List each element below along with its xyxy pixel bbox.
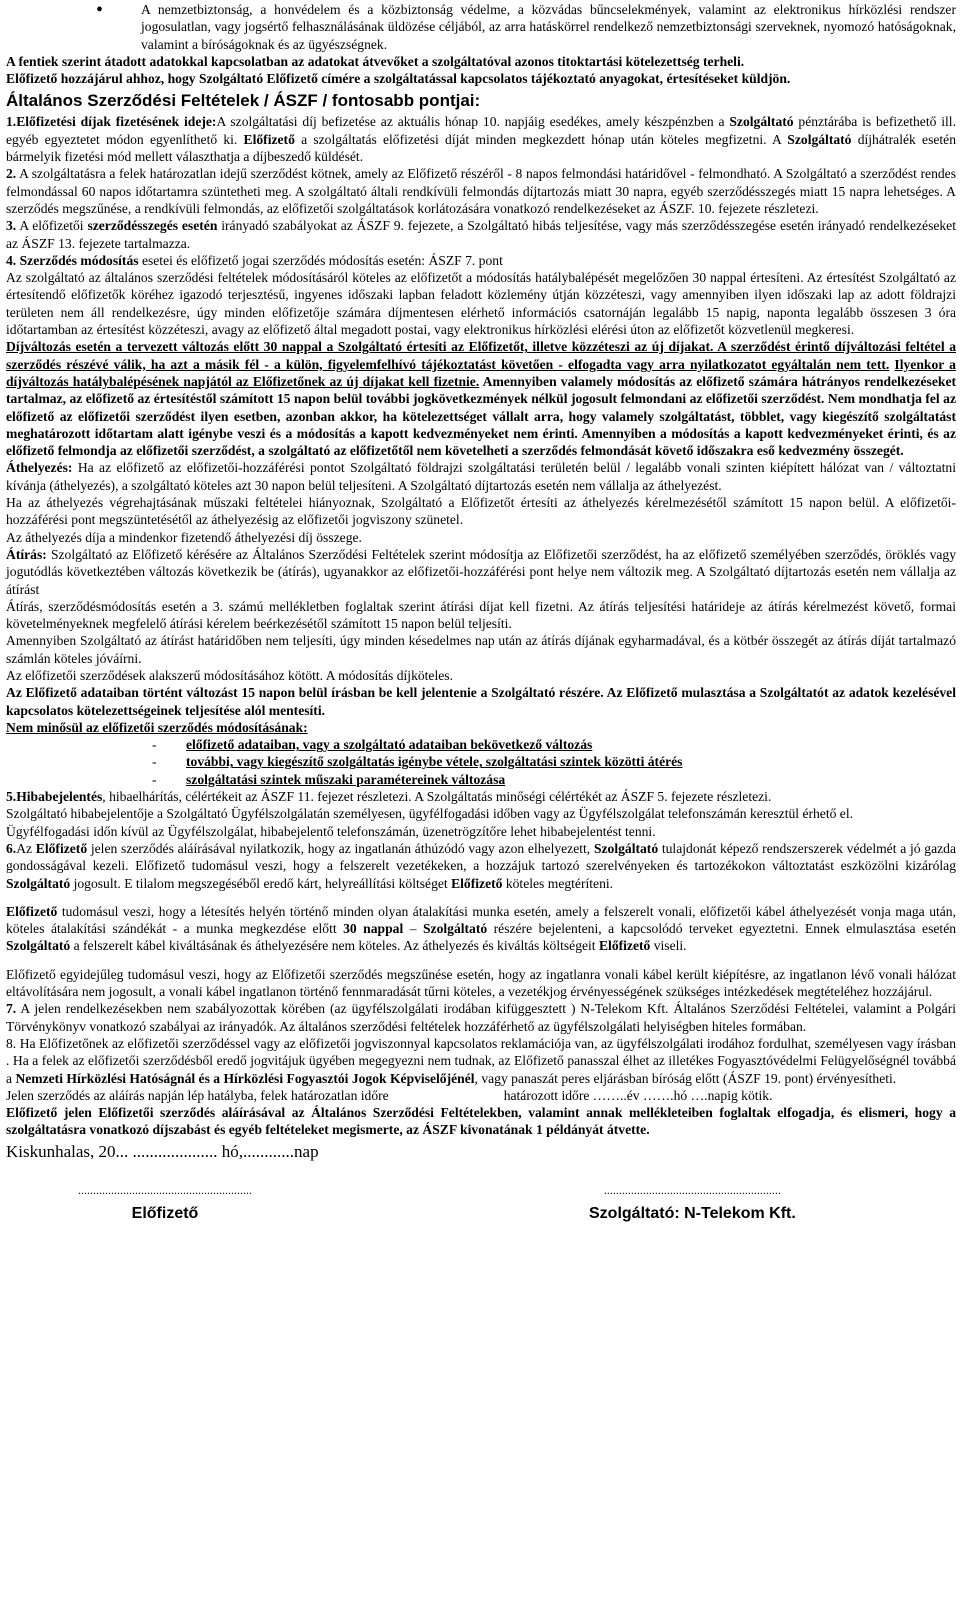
relocation-paragraph-2: Ha az áthelyezés végrehajtásának műszaki feltételei hiányoznak, Szolgáltató a Előfizetőt értesíti az áthelyezés kérelmezésétől számított 15 napon belül. A előfizetői-hozzáférési pont megszüntetésétől az áthelyezésig az előfizetői jogviszony szünetel. — [6, 495, 956, 528]
section-1: 1.Előfizetési díjak fizetésének ideje:A szolgáltatási díj befizetése az aktuális hónap 10. napjáig esedékes, amely készpénzben a Szolgáltató pénztárába is befizethető ill. egyéb egyeztetet módon egyenlíthető ki. Előfizető a szolgáltatás előfizetési díját minden megkezdett hónap után köteles megfizetni. A Szolgáltató díjhátralék esetén bármelyik fizetési mód mellett választhatja a díjbeszedő küldését. — [6, 114, 956, 165]
section-8: 8. Ha Előfizetőnek az előfizetői szerződéssel vagy az előfizetői jogviszonnyal kapcsolatos reklamációja van, az ügyfélszolgálati irodához fordulhat, személyesen vagy írásban . Ha a felek az előfizetői szerződésből eredő jogvitájuk ügyében megegyezni nem tudnak, az Előfizető panasszal élhet az illetékes Fogyasztóvédelmi Felügyelőségnél továbbá a Nemzeti Hírközlési Hatóságnál és a Hírközlési Fogyasztói Jogok Képviselőjénél, vagy panaszát peres eljárásban bíróság előtt (ÁSZF 19. pont) érvényesítheti. — [6, 1035, 956, 1086]
section-4-body: Az szolgáltató az általános szerződési feltételek módosításáról köteles az előfizetőt a módosítás hatálybalépését megelőzően 30 nappal értesíteni. Az értesítést Szolgáltató az értesítendő előfizetők köréhez igazodó terjesztésű, ingyenes időszaki lapban feladott közlemény útján közzéteszi, vagy amennyiben ilyen időszaki lap az adott földrajzi területen nem áll rendelkezésre, úgy minden előfizetője számára díjmentesen elérhető információs csatornáján legalább 15 napig, naponta legalább összesen 3 óra időtartamban az értesítést közzéteszi, avagy az előfizető által megadott postai, vagy elektronikus hírközlési elérési úton az előfizetőt közvetlenül megkeresi. — [6, 270, 956, 338]
section-heading: Általános Szerződési Feltételek / ÁSZF / fontosabb pontjai: — [6, 91, 481, 111]
subscriber-signature — [78, 1183, 252, 1224]
bullet-text: A nemzetbiztonság, a honvédelem és a közbiztonság védelme, a közvádas bűncselekmények, valamint az elektronikus hírközlési rendszer jogosulatlan, vagy jogsértő felhasználásának üldözése céljából, az arra hatáskörrel rendelkező nemzetbiztonsági szerveknek, nyomozó hatóságoknak, valamint a bíróságoknak és az ügyészségnek. — [141, 2, 956, 52]
provider-signature — [589, 1183, 796, 1224]
list-item: - szolgáltatási szintek műszaki paramétereinek változása — [152, 771, 506, 787]
bullet-paragraph — [6, 0, 956, 53]
transfer-paragraph-3: Amennyiben Szolgáltató az átírást határidőben nem teljesíti, úgy minden késedelmes nap után az átírás díjának egyharmadával, és a kötbér összegét az átírás díját tartalmazó számlán köteles jóváírni. — [6, 633, 956, 666]
not-modification-title: Nem minősül az előfizetői szerződés módosításának: — [6, 719, 308, 735]
install-paragraph: Előfizető tudomásul veszi, hogy a létesítés helyén történő minden olyan átalakítási munka esetén, amely a felszerelt vonali, előfizetői kábel áthelyezését vonja maga után, köteles átalakítási szándékát - a munka megkezdése előtt 30 nappal – Szolgáltató részére bejelenteni, a kapcsolódó terveket egyeztetni. Ennek elmulasztása esetén Szolgáltató a felszerelt kábel kiváltásának és áthelyezésére nem köteles. Az áthelyezés és kiváltás költségeit Előfizető viseli. — [6, 903, 957, 954]
section-5-after-hours: Ügyfélfogadási időn kívül az Ügyfélszolgálat, hibabejelentő telefonszámán, üzenetrögzítőre lehet hibabejelentést tenni. — [6, 823, 656, 839]
transfer-paragraph: Átírás: Szolgáltató az Előfizető kérésére az Általános Szerződési Feltételek szerint módosítja az Előfizetői szerződést, ha az előfizető személyében szerződés, öröklés vagy jogutódlás következtében változás következik be (átírás), ugyanakkor az előfizetői-hozzáférési pont helye nem változik meg. A Szolgáltató díjtartozás esetén nem vállalja az átírást — [6, 546, 956, 597]
list-item: - további, vagy kiegészítő szolgáltatás igénybe vétele, szolgáltatási szintek közötti átérés — [152, 754, 683, 770]
signature-label: Előfizető — [131, 1204, 199, 1222]
section-4-title: 4. Szerződés módosítás esetei és előfizető jogai szerződés módosítás esetén: ÁSZF 7. pont — [6, 252, 503, 268]
section-2: 2. A szolgáltatásra a felek határozatlan idejű szerződést kötnek, amely az Előfizető részéről - 8 napos felmondási határidővel - felmondható. A Szolgáltató a szerződést rendes felmondással 60 napos időtartamra szüntetheti meg. A szolgáltató általi rendkívüli felmondás díjtartozás miatt 30 napra, egyéb szerződésszegés miatt 15 napra lehetséges. A szerződés megszűnése, a rendkívüli felmondás, az előfizetői szolgáltatások korlátozására vonatkozó rendelkezéseket az ÁSZF. 10. fejezete részletezi. — [6, 166, 956, 216]
transfer-paragraph-2: Átírás, szerződésmódosítás esetén a 3. számú mellékletben foglaltak szerint átírási díjat kell fizetni. Az átírás teljesítési határideje az átírás kérelmezést követő, formai követelményeknek megfelelő átírási kérelem beérkezésétől számított 15 napon belül teljesíti. — [6, 598, 956, 632]
relocation-fee: Az áthelyezés díja a mindenkor fizetendő áthelyezési díj összege. — [6, 529, 362, 545]
signature-label: Szolgáltató: N-Telekom Kft. — [589, 1204, 796, 1222]
validity-paragraph: Jelen szerződés az aláírás napján lép hatályba, felek határozatlan időre határozott időre ……..év …….hó ….napig kötik. — [6, 1087, 773, 1103]
data-transfer-paragraph: A fentiek szerint átadott adatokkal kapcsolatban az adatokat átvevőket a szolgáltatóval azonos titoktartási kötelezettség terheli. — [6, 53, 745, 69]
change-notice-paragraph: Az Előfizető adataiban történt változást 15 napon belül írásban be kell jelentenie a Szolgáltató részére. Az Előfizető mulasztása a Szolgáltatót az adatok kezelésével kapcsolatos kötelezettségeinek teljesítése alól mentesíti. — [6, 685, 956, 718]
transfer-paragraph-4: Az előfizetői szerződések alakszerű módosításához kötött. A módosítás díjköteles. — [6, 667, 453, 683]
section-7: 7. A jelen rendelkezésekben nem szabályozottak körében (az ügyfélszolgálati irodában kifüggesztett ) N-Telekom Kft. Általános Szerződési Feltételei, valamint a Polgári Törvénykönyv vonatkozó szabályai az irányadók. Az általános szerződési feltételek hozzáférhető az ügyfélszolgálati helyiségben hiteles formában. — [6, 1001, 956, 1034]
place-date: Kiskunhalas, 20... .................... hó,............nap — [6, 1141, 319, 1161]
final-paragraph: Előfizető jelen Előfizetői szerződés aláírásával az Általános Szerződési Feltételekben, valamint annak mellékleteiben foglaltak elfogadja, és elismeri, hogy a szolgáltatásra vonatkozó díjszabást és egyéb feltételeket megismerte, az ÁSZF kivonatának 1 példányát átvette. — [6, 1105, 956, 1138]
section-3: 3. A előfizetői szerződésszegés esetén irányadó szabályokat az ÁSZF 9. fejezete, a Szolgáltató hibás teljesítése, vagy más szerződésszegése esetén irányadó rendelkezéseket az ÁSZF 13. fejezete tartalmazza. — [6, 218, 956, 251]
section-4-fee-change: Díjváltozás esetén a tervezett változás előtt 30 nappal a Szolgáltató értesíti az Előfizetőt, illetve közzéteszi az új díjakat. A szerződést érintő díjváltozási feltétel a szerződés részévé válik, ha azt a másik fél - a külön, figyelemfelhívó tájékoztatást követően - elfogadta vagy arra nyilatkozatot egyáltalán nem tett. Ilyenkor a díjváltozás hatálybalépésének napjától az Előfizetőnek az új díjakat kell fizetnie. Amennyiben valamely módosítás az előfizető számára hátrányos rendelkezéseket tartalmaz, az előfizető az értesítéstől számított 15 napon belül további jogkövetkezmények nélkül jogosult felmondani az előfizetői szerződést. Nem mondhatja fel az előfizető az előfizetői szerződést ilyen esetben, azonban akkor, ha kötelezettséget vállalt arra, hogy valamely szolgáltatást, többlet, vagy kiegészítő szolgáltatást meghatározott időtartam alatt igénybe veszi és a módosítás a kapott kedvezményeket nem érinti. Amennyiben a módosítás a kapott kedvezményeket érinti, és az előfizető felmondja az előfizetői szerződést, a szolgáltató az előfizetőtől nem követelheti a szerződés felmondását követő időszakra eső kedvezmény összegét. — [6, 339, 957, 459]
signature-line: ........................................................... — [603, 1182, 781, 1197]
section-6: 6.Az Előfizető jelen szerződés aláírásával nyilatkozik, hogy az ingatlanán áthúzódó vagy azon elhelyezett, Szolgáltató tulajdonát képező rendszerszerek védelmét a jó gazda gondosságával kezeli. Előfizető tudomásul veszi, hogy a felszerelt vezetékeken, a hozzájuk tartozó szerelvényeken és tartozékokon változtatást eszközölni kizárólag Szolgáltató jogosult. E tilalom megszegéséből eredő kárt, helyreállítási költséget Előfizető köteles megtéríteni. — [6, 840, 956, 891]
consent-paragraph: Előfizető hozzájárul ahhoz, hogy Szolgáltató Előfizető címére a szolgáltatással kapcsolatos tájékoztató anyagokat, értesítéseket küldjön. — [6, 71, 791, 87]
relocation-paragraph: Áthelyezés: Ha az előfizető az előfizetői-hozzáférési pontot Szolgáltató földrajzi szolgáltatási területén belül / legalább vonali szinten kiépített hálózat van / változtatni kívánja (áthelyezés), a szolgáltató köteles azt 30 napon belül teljesíteni. A Szolgáltató díjtartozás esetén nem vállalja az áthelyezést. — [6, 460, 956, 493]
section-5: 5.Hibabejelentés, hibaelhárítás, célértékeit az ÁSZF 11. fejezet részletezi. A Szolgáltatás minőségi célértékét az ÁSZF 5. fejezete részletezi. — [6, 789, 772, 805]
termination-paragraph: Előfizető egyidejűleg tudomásul veszi, hogy az Előfizetői szerződés megszűnése esetén, hogy az ingatlanra vonali kábel került kiépítésre, az ingatlanon lévő vonali hálózat eltávolítására nem jogosult, a vonali kábel ingatlanon történő fennmaradását tűrni köteles, a vezetékjog érvényességének szükséges intézkedések megtételéhez hozzájárul. — [6, 966, 956, 1000]
bullet-dot-icon: • — [96, 0, 104, 21]
signature-line: .......................................................... — [78, 1182, 252, 1197]
signature-block — [6, 1183, 956, 1243]
section-5-body: Szolgáltató hibabejelentője a Szolgáltató Ügyfélszolgálatán személyesen, ügyfélfogadási időben vagy az Ügyfélszolgálat telefonszámán keresztül érhető el. — [6, 806, 854, 822]
list-item: - előfizető adataiban, vagy a szolgáltató adataiban bekövetkező változás — [152, 737, 593, 753]
